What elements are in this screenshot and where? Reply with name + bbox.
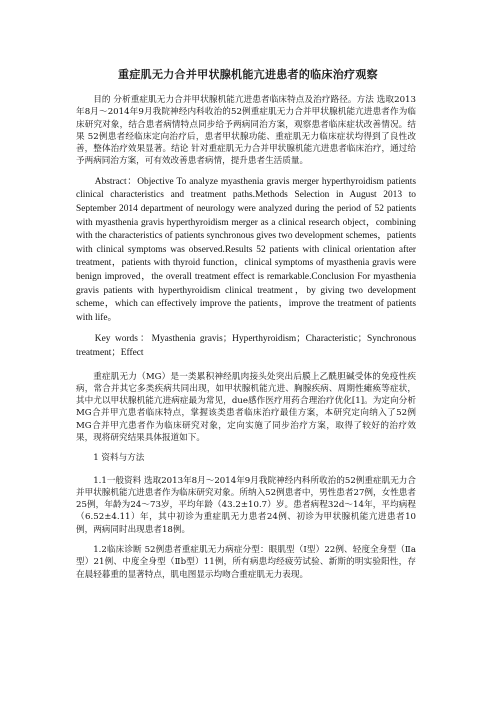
paragraph-1-2: 1.2临床诊断 52例患者重症肌无力病症分型：眼肌型（Ⅰ型）22例、轻度全身型（Ⅱa型）21例、中度全身型（Ⅱb型）11例，所有病患均经疲劳试验、新斯的明实验阳性，存在晨轻暮重的显著特点，肌电图显示均吻合重症肌无力表现。 [76, 545, 416, 580]
keywords: Key words：Myasthenia gravis；Hyperthyroidism；Characteristic；Synchronous treatment；Effect [76, 334, 416, 358]
abstract-english: Abstract：Objective To analyze myasthenia gravis merger hyperthyroidism patients clinical characteristics and treatment paths.Methods Selection in August 2013 to September 2014 department of neurology were analyzed during the period of 52 patients with myasthenia gravis hyperthyroidism merger as a clinical research object，combining with the characteristics of patients synchronous gives two development schemes，patients with clinical symptoms was observed.Results 52 patients with clinical orientation after treatment，patients with thyroid function，clinical symptoms of myasthenia gravis were benign improved，the overall treatment effect is remarkable.Conclusion For myasthenia gravis patients with hyperthyroidism clinical treatment，by giving two development scheme，which can effectively improve the patients，improve the treatment of patients with life。 [76, 176, 416, 323]
introduction-paragraph: 重症肌无力（MG）是一类累积神经肌肉接头处突出后膜上乙酰胆碱受体的免疫性疾病，常合并其它多类疾病共同出现，如甲状腺机能亢进、胸腺疾病、周期性瘫痪等症状，其中尤以甲状腺机能亢进病症最为常见，due感作医疗用药合理治疗优化[1]。为定向分析MG合并甲亢患者临床特点，掌握该类患者临床治疗最佳方案，本研究定向纳入了52例MG合并甲亢患者作为临床研究对象，定向实施了同步治疗方案，取得了较好的治疗效果，现将研究结果具体报道如下。 [76, 371, 416, 443]
section-heading-1: 1 资料与方法 [93, 453, 145, 464]
abstract-chinese: 目的 分析重症肌无力合并甲状腺机能亢进患者临床特点及治疗路径。方法 选取2013年8月～2014年9月我院神经内科收治的52例重症肌无力合并甲状腺机能亢进患者作为临床研究对象，结合患者病情特点同步给予两病同治方案，观察患者临床症状改善情况。结果 52例患者经临床定向治疗后，患者甲状腺功能、重症肌无力临床症状均得到了良性改善，整体治疗效果显著。结论 针对重症肌无力合并甲状腺机能亢进患者临床治疗，通过给予两病同治方案，可有效改善患者病情，提升患者生活质量。 [76, 95, 416, 167]
paper-body [76, 94, 416, 589]
paper-title: 重症肌无力合并甲状腺机能亢进患者的临床治疗观察 [118, 68, 378, 81]
paragraph-1-1: 1.1一般资料 选取2013年8月～2014年9月我院神经内科所收治的52例重症肌无力合并甲状腺机能亢进患者作为临床研究对象。所纳入52例患者中，男性患者27例，女性患者25例，年龄为24～73岁，平均年龄（43.2±10.7）岁。患者病程32d～14年，平均病程（6.52±4.11）年，其中初诊为重症肌无力患者24例、初诊为甲状腺机能亢进患者10例，两病同时出现患者18例。 [76, 475, 416, 535]
